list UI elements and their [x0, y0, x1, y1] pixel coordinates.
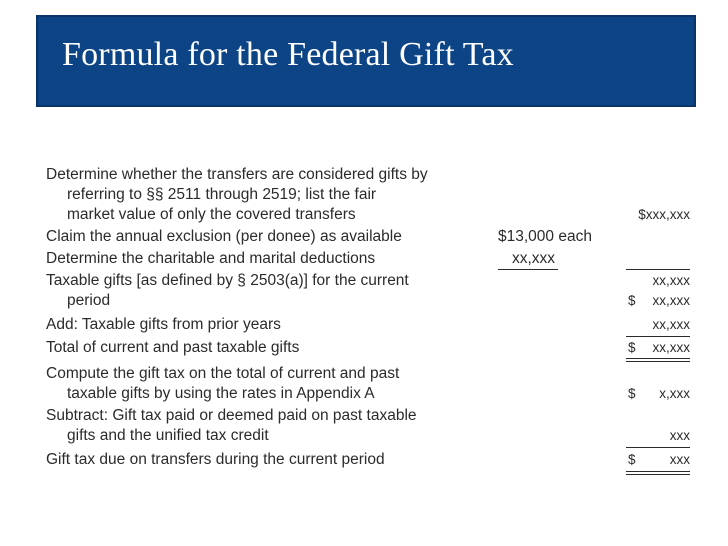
row-5-label: Add: Taxable gifts from prior years	[46, 316, 281, 333]
row-2-middle-value: $13,000 each	[498, 228, 592, 245]
row-3-underline	[498, 269, 558, 270]
row-8-line-1: Subtract: Gift tax paid or deemed paid on past taxable	[46, 407, 417, 424]
row-7-line-1: Compute the gift tax on the total of current and past	[46, 365, 400, 382]
row-1-line-3: market value of only the covered transfers	[67, 206, 356, 223]
row-9-currency: $	[628, 452, 636, 467]
row-1-2-sum-underline	[626, 269, 690, 270]
row-9-label: Gift tax due on transfers during the current period	[46, 451, 385, 468]
row-4-line-2: period	[67, 292, 111, 309]
row-7-amount: x,xxx	[659, 386, 690, 401]
row-9-double-underline	[626, 471, 690, 475]
row-6-amount: xx,xxx	[652, 340, 690, 355]
row-6-double-underline	[626, 358, 690, 362]
row-2-label: Claim the annual exclusion (per donee) as available	[46, 228, 402, 245]
row-1-line-1: Determine whether the transfers are considered gifts by	[46, 166, 428, 183]
row-8-amount: xxx	[669, 428, 690, 443]
page-title: Formula for the Federal Gift Tax	[62, 36, 514, 73]
row-1-amount: $xxx,xxx	[638, 207, 690, 222]
row-8-underline	[626, 447, 690, 448]
row-4-line-1: Taxable gifts [as defined by § 2503(a)] for the current	[46, 272, 409, 289]
row-4-amount-2: xx,xxx	[652, 293, 690, 308]
row-3-middle-value: xx,xxx	[512, 250, 556, 267]
row-7-line-2: taxable gifts by using the rates in Appendix A	[67, 385, 375, 402]
row-9-amount: xxx	[669, 452, 690, 467]
row-8-line-2: gifts and the unified tax credit	[67, 427, 269, 444]
row-6-label: Total of current and past taxable gifts	[46, 339, 300, 356]
row-5-amount: xx,xxx	[652, 317, 690, 332]
row-3-label: Determine the charitable and marital deductions	[46, 250, 376, 267]
row-4-amount-1: xx,xxx	[652, 273, 690, 288]
row-5-underline	[626, 336, 690, 337]
row-6-currency: $	[628, 340, 636, 355]
row-4-currency: $	[628, 293, 636, 308]
row-7-currency: $	[628, 386, 636, 401]
row-1-line-2: referring to §§ 2511 through 2519; list the fair	[67, 186, 377, 203]
